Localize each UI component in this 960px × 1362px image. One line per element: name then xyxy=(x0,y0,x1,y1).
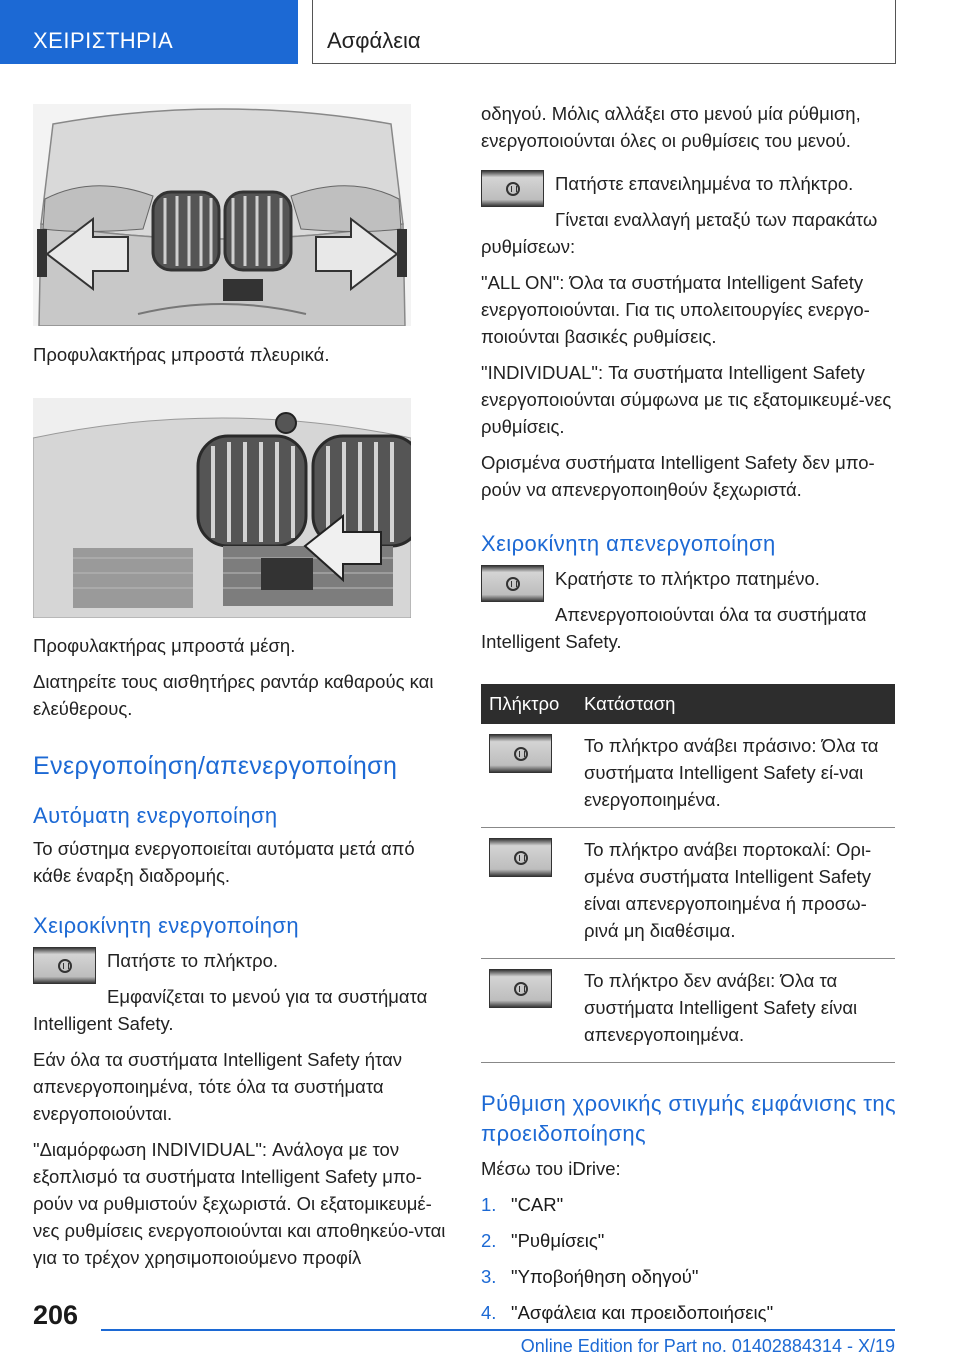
table-cell-icon xyxy=(481,828,576,959)
car-front-side-illustration xyxy=(33,104,411,326)
manual-activation-block xyxy=(33,947,448,1046)
list-item: 3. "Υποβοήθηση οδηγού" xyxy=(481,1266,699,1287)
para-individual: "INDIVIDUAL": Τα συστήματα Intelligent Safety ενεργοποιούνται σύμφωνα με τις εξατομικευμέ-νες ρυθμίσεις. xyxy=(481,362,892,437)
table-row xyxy=(481,828,895,959)
para-keep-clean: Διατηρείτε τους αισθητήρες ραντάρ καθαρούς και ελεύθερους. xyxy=(33,671,434,719)
chapter-title: Ασφάλεια xyxy=(312,0,896,64)
safety-glyph-icon xyxy=(514,747,528,761)
caption-bumper-side: Προφυλακτήρας μπροστά πλευρικά. xyxy=(33,344,330,365)
intelligent-safety-button-icon xyxy=(33,947,96,984)
para-all-deactivated: Απενεργοποιούνται όλα τα συστήματα Intelligent Safety. xyxy=(481,604,867,652)
page-header xyxy=(0,0,960,66)
table-row xyxy=(481,959,895,1063)
left-column xyxy=(33,104,448,1280)
safety-glyph-icon xyxy=(514,982,528,996)
page-number: 206 xyxy=(33,1300,79,1330)
table-cell-state: Το πλήκτρο ανάβει πορτοκαλί: Ορι-σμένα συστήματα Intelligent Safety είναι απενεργοποιημένα ή προσω-ρινά μη διαθέσιμα. xyxy=(576,828,895,959)
manual-deactivation-block xyxy=(481,565,896,664)
right-column xyxy=(481,100,896,1335)
heading-manual-deactivation: Χειροκίνητη απενεργοποίηση xyxy=(481,531,776,556)
safety-glyph-icon xyxy=(514,851,528,865)
para-menu-appears: Εμφανίζεται το μενού για τα συστήματα Intelligent Safety. xyxy=(33,986,428,1034)
para-driver-profile: οδηγού. Μόλις αλλάξει στο μενού μία ρύθμιση, ενεργοποιούνται όλες οι ρυθμίσεις του μενού. xyxy=(481,103,861,151)
footer-edition: Online Edition for Part no. 01402884314 - X/19 xyxy=(520,1336,895,1356)
bumper-side-photo xyxy=(33,104,411,326)
safety-glyph-icon xyxy=(506,577,520,591)
table-row xyxy=(481,724,895,828)
table-header-row xyxy=(481,684,895,724)
button-off-icon xyxy=(489,969,552,1008)
col-header-state: Κατάσταση xyxy=(576,684,895,724)
heading-activation: Ενεργοποίηση/απενεργοποίηση xyxy=(33,752,398,780)
repeat-press-block xyxy=(481,170,896,269)
para-press-button: Πατήστε το πλήκτρο. xyxy=(107,950,279,971)
para-via-idrive: Μέσω του iDrive: xyxy=(481,1158,621,1179)
list-item: 1. "CAR" xyxy=(481,1194,564,1215)
heading-warning-timing: Ρύθμιση χρονικής στιγμής εμφάνισης της προειδοποίησης xyxy=(481,1091,896,1146)
table-cell-state: Το πλήκτρο ανάβει πράσινο: Όλα τα συστήματα Intelligent Safety εί-ναι ενεργοποιημένα. xyxy=(576,724,895,828)
safety-glyph-icon xyxy=(58,959,72,973)
table-cell-state: Το πλήκτρο δεν ανάβει: Όλα τα συστήματα Intelligent Safety είναι απενεργοποιημένα. xyxy=(576,959,895,1063)
safety-glyph-icon xyxy=(506,182,520,196)
section-tab: ΧΕΙΡΙΣΤΗΡΙΑ xyxy=(0,0,298,64)
para-if-all-off: Εάν όλα τα συστήματα Intelligent Safety ήταν απενεργοποιημένα, τότε όλα τα συστήματα ενεργοποιούνται. xyxy=(33,1049,403,1124)
button-orange-icon xyxy=(489,838,552,877)
footer-divider xyxy=(101,1329,895,1331)
intelligent-safety-button-icon xyxy=(481,565,544,602)
para-all-on: "ALL ON": Όλα τα συστήματα Intelligent Safety ενεργοποιούνται. Για τις υπολειτουργίες ενεργο-ποιούνται βασικές ρυθμίσεις. xyxy=(481,272,870,347)
intelligent-safety-button-icon xyxy=(481,170,544,207)
bumper-center-photo xyxy=(33,398,411,618)
list-item: 4. "Ασφάλεια και προειδοποιήσεις" xyxy=(481,1302,774,1323)
list-item: 2. "Ρυθμίσεις" xyxy=(481,1230,605,1251)
para-auto-activation: Το σύστημα ενεργοποιείται αυτόματα μετά από κάθε έναρξη διαδρομής. xyxy=(33,838,415,886)
button-green-icon xyxy=(489,734,552,773)
col-header-key: Πλήκτρο xyxy=(481,684,576,724)
para-some-systems: Ορισμένα συστήματα Intelligent Safety δεν μπο-ρούν να απενεργοποιηθούν ξεχωριστά. xyxy=(481,452,875,500)
caption-bumper-center: Προφυλακτήρας μπροστά μέση. xyxy=(33,635,296,656)
para-hold-button: Κρατήστε το πλήκτρο πατημένο. xyxy=(555,568,820,589)
heading-manual-activation: Χειροκίνητη ενεργοποίηση xyxy=(33,913,299,938)
idrive-steps-list xyxy=(481,1191,896,1326)
table-cell-icon xyxy=(481,959,576,1063)
para-individual-config: "Διαμόρφωση INDIVIDUAL": Ανάλογα με τον εξοπλισμό τα συστήματα Intelligent Safety μπο-ρούν να ρυθμιστούν ξεχωριστά. Οι εξατομικευμέ-νες ρυθμίσεις ενεργοποιούνται και αποθηκεύο-νται για το τρέχον χρησιμοποιούμενο προφίλ xyxy=(33,1139,446,1268)
car-front-center-illustration xyxy=(33,398,411,618)
para-press-repeatedly: Πατήστε επανειλημμένα το πλήκτρο. xyxy=(555,173,854,194)
para-toggle-settings: Γίνεται εναλλαγή μεταξύ των παρακάτω ρυθμίσεων: xyxy=(481,209,878,257)
heading-auto-activation: Αυτόματη ενεργοποίηση xyxy=(33,803,278,828)
table-cell-icon xyxy=(481,724,576,828)
button-state-table xyxy=(481,684,895,1063)
